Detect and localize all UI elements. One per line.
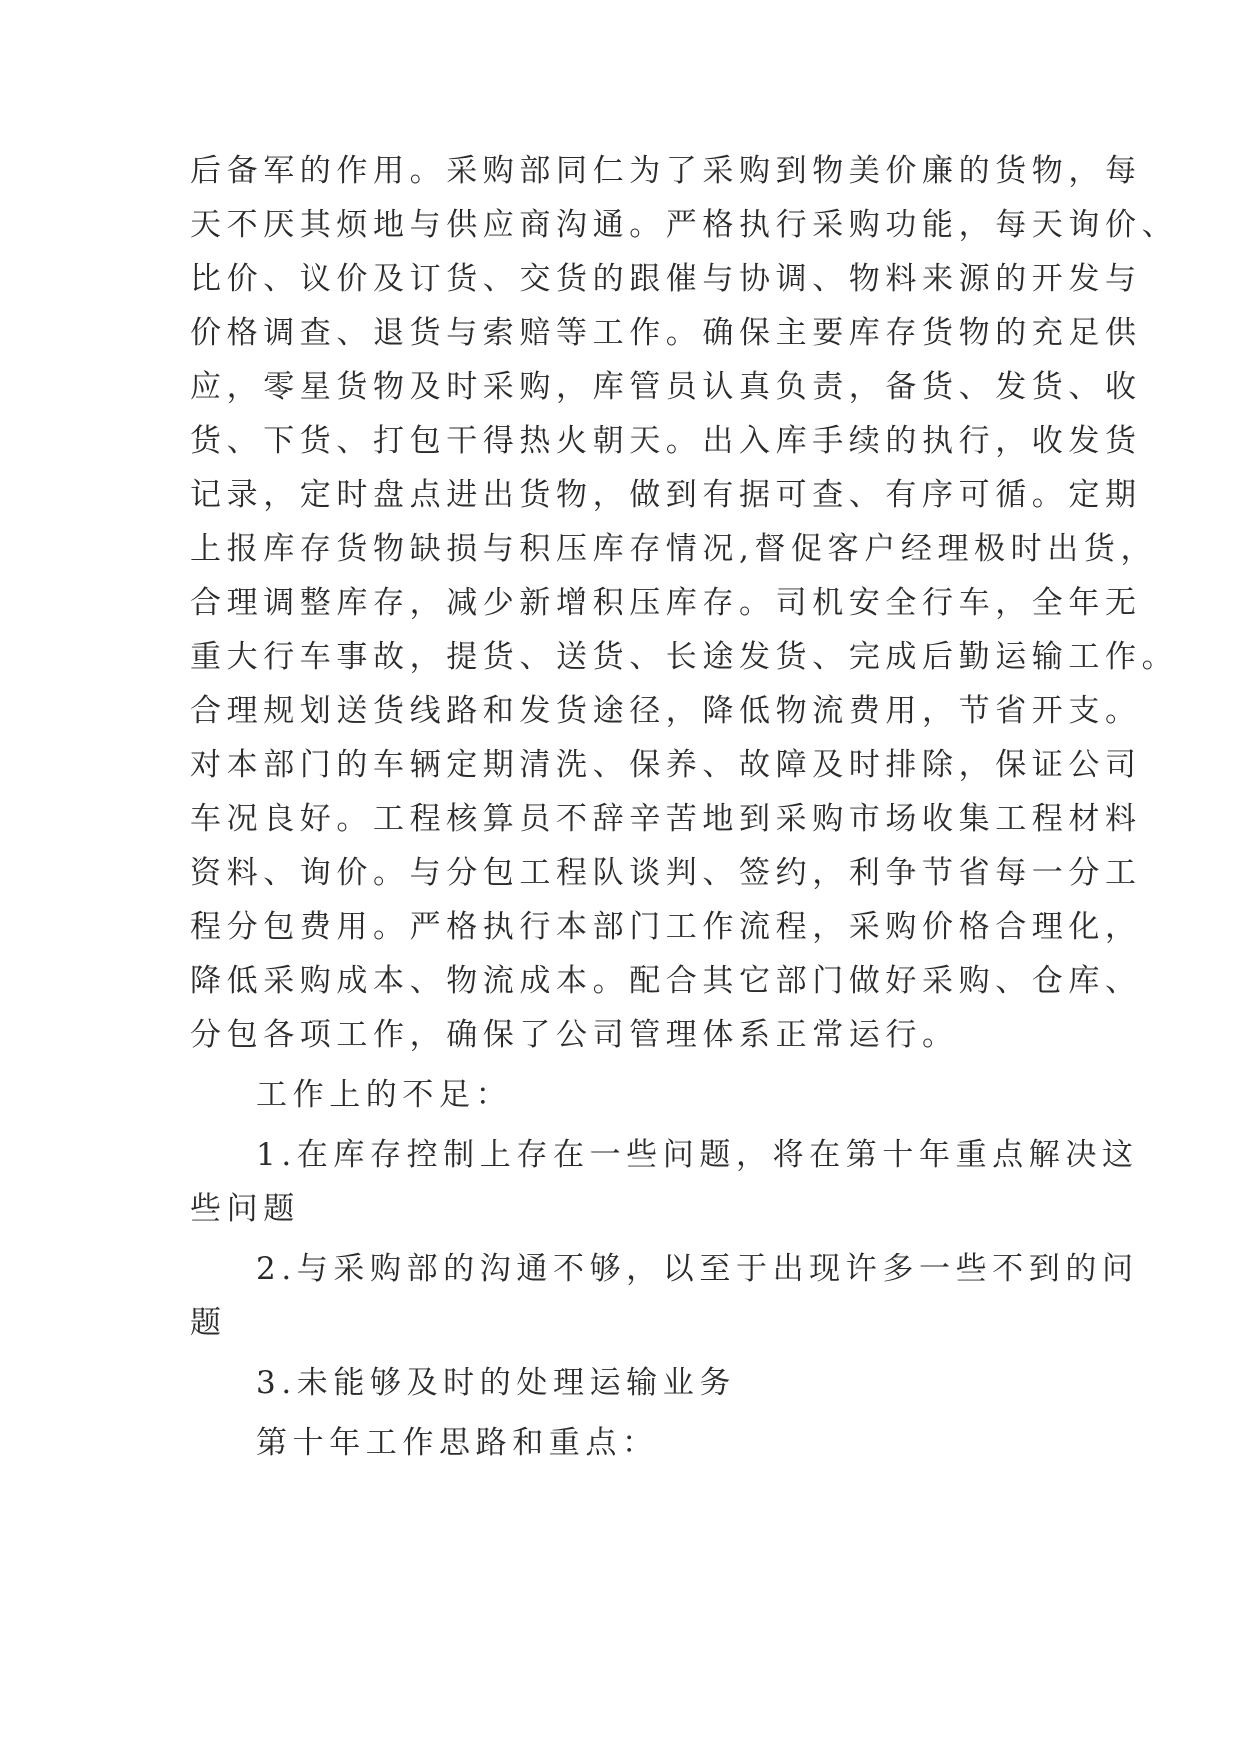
- list-item-2-line: 2.与采购部的沟通不够，以至于出现许多一些不到的问: [256, 1251, 1139, 1287]
- paragraph-line: 价格调查、退货与索赔等工作。确保主要库存货物的充足供: [190, 315, 1142, 351]
- paragraph-line: 降低采购成本、物流成本。配合其它部门做好采购、仓库、: [190, 963, 1142, 999]
- paragraph-line: 对本部门的车辆定期清洗、保养、故障及时排除，保证公司: [190, 747, 1142, 783]
- paragraph-line: 资料、询价。与分包工程队谈判、签约，利争节省每一分工: [190, 855, 1142, 891]
- paragraph-line: 分包各项工作，确保了公司管理体系正常运行。: [190, 1017, 959, 1053]
- paragraph-line: 比价、议价及订货、交货的跟催与协调、物料来源的开发与: [190, 261, 1142, 297]
- list-item-3: 3.未能够及时的处理运输业务: [256, 1365, 736, 1401]
- paragraph-line: 重大行车事故，提货、送货、长途发货、完成后勤运输工作。: [190, 639, 1179, 675]
- paragraph-line: 上报库存货物缺损与积压库存情况,督促客户经理极时出货，: [190, 531, 1158, 567]
- paragraph-line: 车况良好。工程核算员不辞辛苦地到采购市场收集工程材料: [190, 801, 1142, 837]
- paragraph-line: 天不厌其烦地与供应商沟通。严格执行采购功能，每天询价、: [190, 207, 1179, 243]
- paragraph-line: 货、下货、打包干得热火朝天。出入库手续的执行，收发货: [190, 423, 1142, 459]
- paragraph-line: 应，零星货物及时采购，库管员认真负责，备货、发货、收: [190, 369, 1142, 405]
- paragraph-line: 后备军的作用。采购部同仁为了采购到物美价廉的货物，每: [190, 153, 1142, 189]
- paragraph-line: 合理调整库存，减少新增积压库存。司机安全行车，全年无: [190, 585, 1142, 621]
- shortcomings-heading: 工作上的不足：: [256, 1077, 513, 1113]
- list-item-1-line: 1.在库存控制上存在一些问题，将在第十年重点解决这: [256, 1137, 1139, 1173]
- plan-heading: 第十年工作思路和重点：: [256, 1425, 659, 1461]
- list-item-2-line: 题: [190, 1305, 227, 1341]
- paragraph-line: 合理规划送货线路和发货途径，降低物流费用，节省开支。: [190, 693, 1142, 729]
- paragraph-line: 记录，定时盘点进出货物，做到有据可查、有序可循。定期: [190, 477, 1142, 513]
- list-item-1-line: 些问题: [190, 1191, 300, 1227]
- paragraph-line: 程分包费用。严格执行本部门工作流程，采购价格合理化，: [190, 909, 1142, 945]
